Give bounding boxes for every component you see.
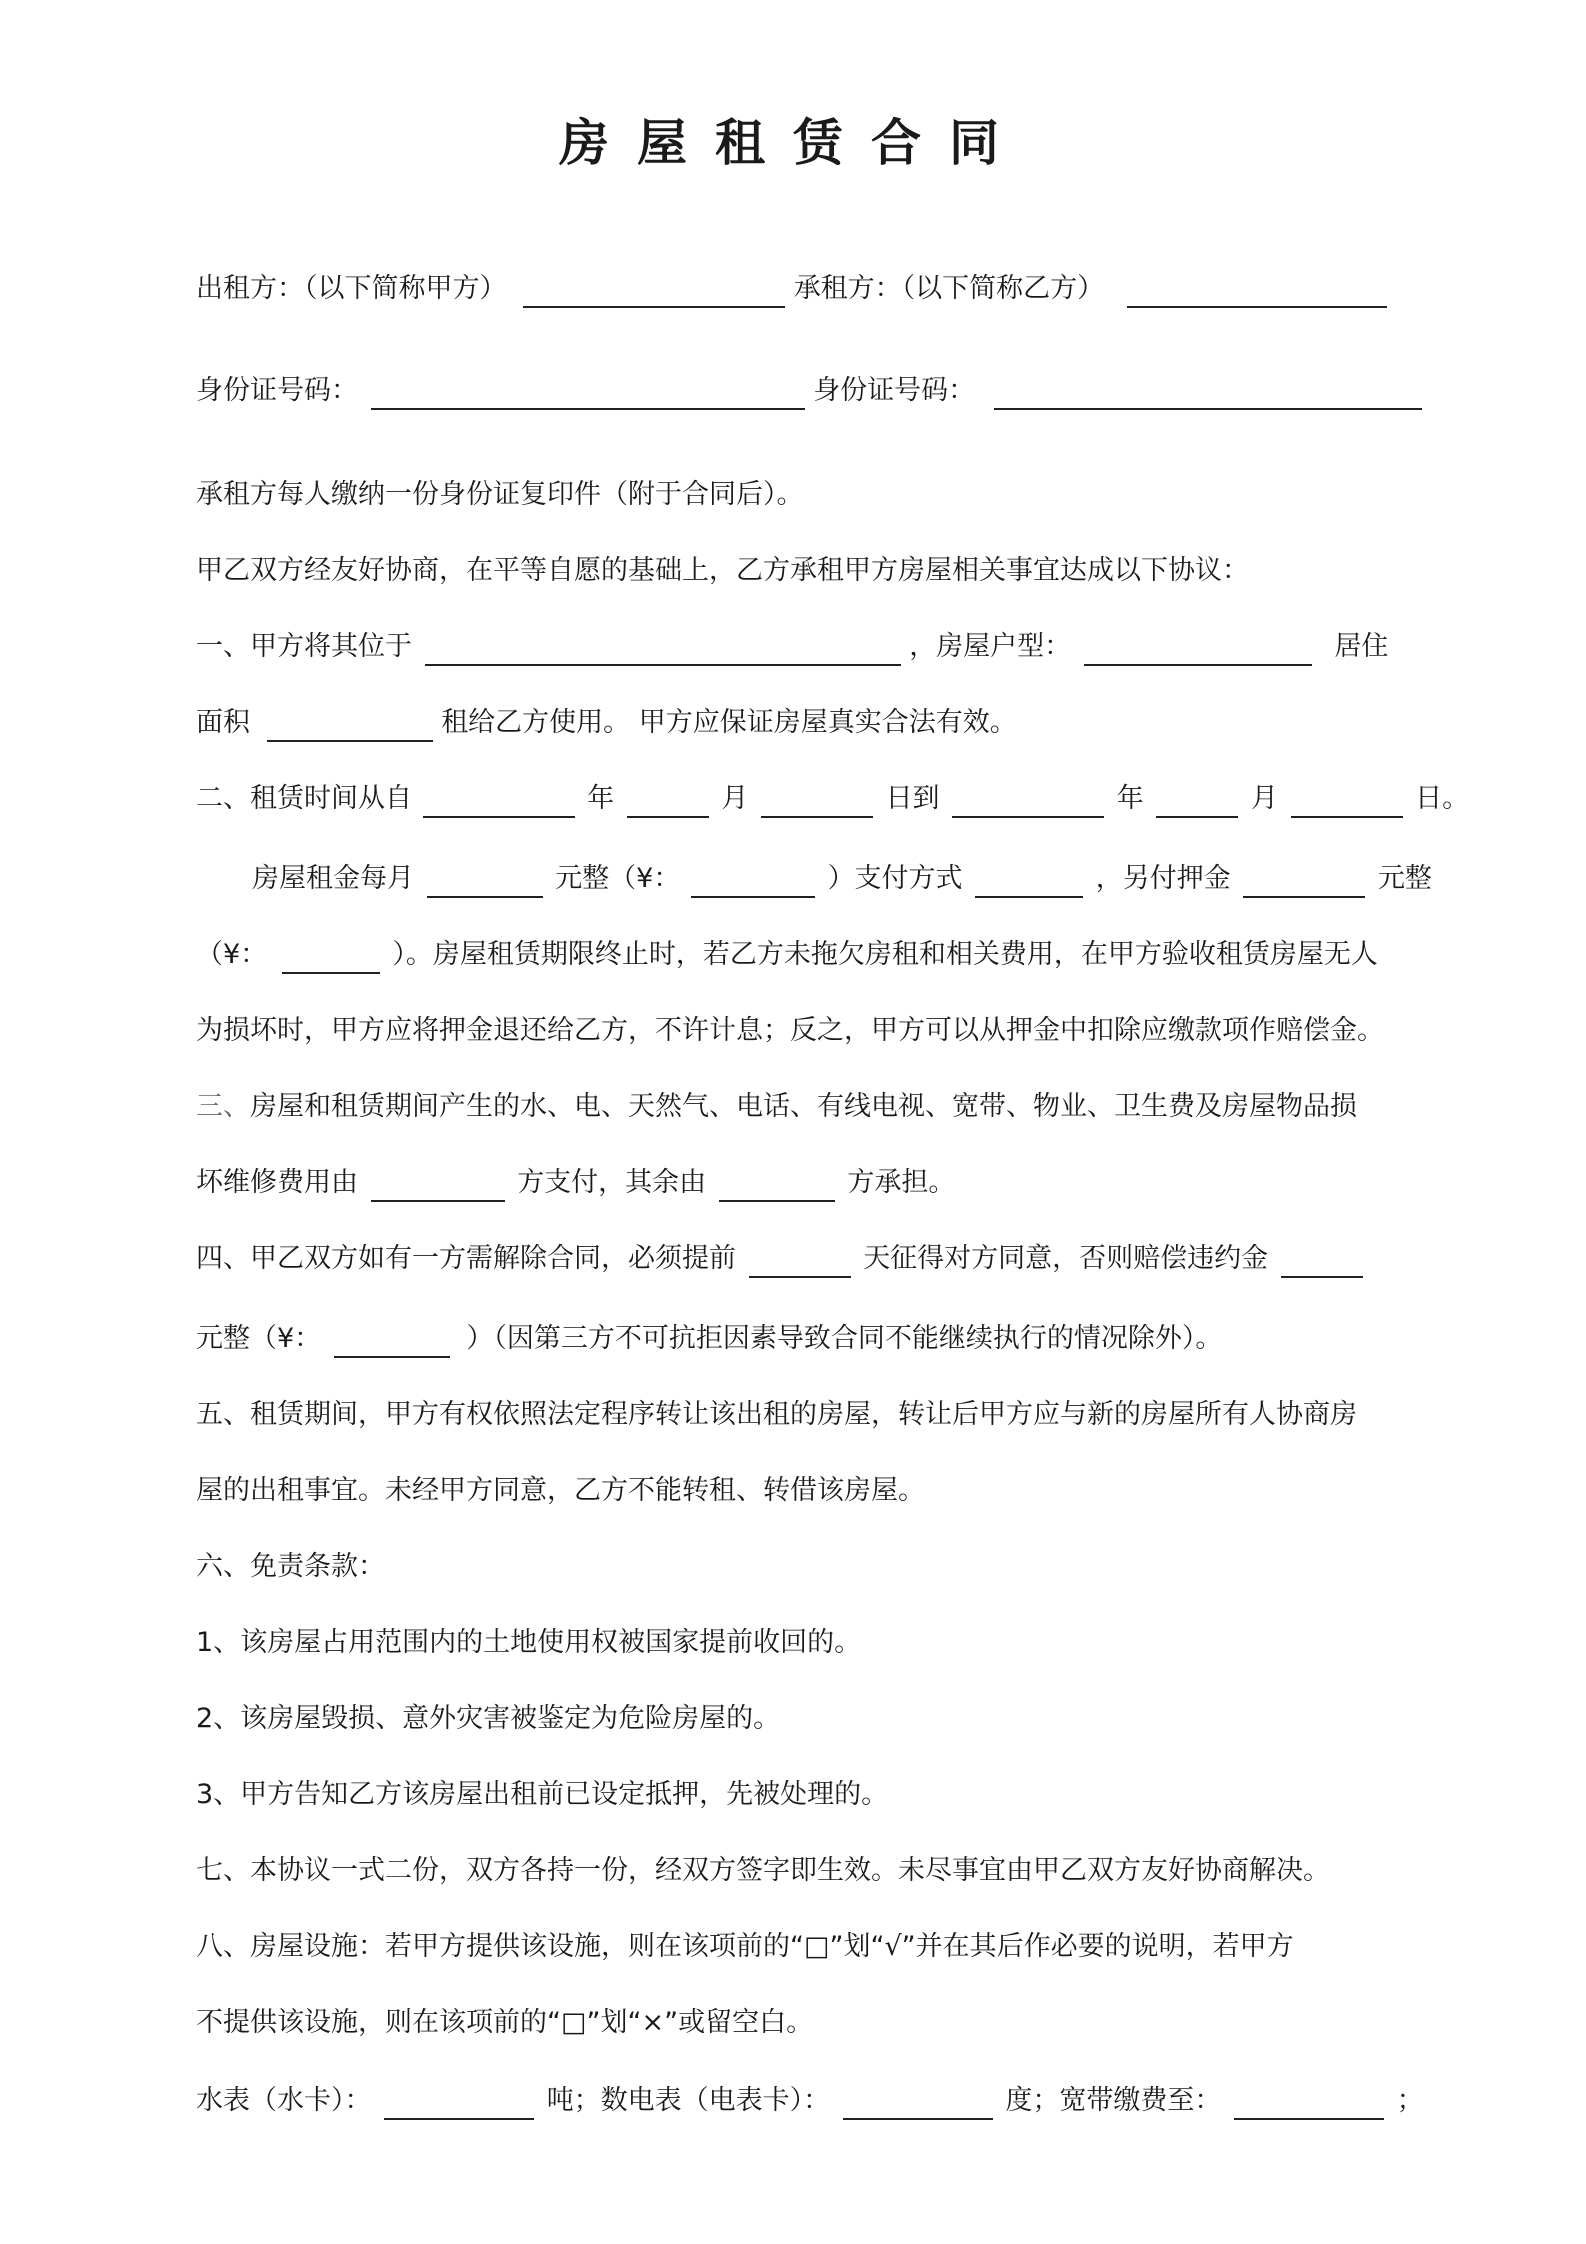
deposit-label: ，另付押金: [1095, 863, 1231, 894]
rent-amount-field[interactable]: [691, 856, 815, 898]
start-year-field[interactable]: [423, 776, 575, 818]
payment-method-field[interactable]: [975, 856, 1083, 898]
penalty-amount-field[interactable]: [334, 1316, 450, 1358]
exemption-3: 3、甲方告知乙方该房屋出租前已设定抵押，先被处理的。: [196, 1779, 889, 1810]
year-label: 年: [587, 783, 615, 814]
residential-label: 居住: [1334, 631, 1389, 662]
month-label: 月: [721, 783, 749, 814]
electric-meter-label: 吨；数电表（电表卡）：: [546, 2085, 831, 2116]
section-2-line: [196, 776, 1470, 822]
section-8-line-1: 八、房屋设施：若甲方提供该设施，则在该项前的“□”划“√”并在其后作必要的说明，若甲方: [196, 1931, 1294, 1962]
section-1-line-1: [196, 624, 1400, 670]
exemption-1: 1、该房屋占用范围内的土地使用权被国家提前收回的。: [196, 1627, 862, 1658]
lessee-id-field[interactable]: [994, 368, 1422, 410]
water-meter-label: 水表（水卡）：: [196, 2085, 372, 2116]
document-title: 房屋租赁合同: [559, 114, 1027, 172]
section-5-line-2: 屋的出租事宜。未经甲方同意，乙方不能转租、转借该房屋。: [196, 1475, 925, 1506]
area-label: 面积: [196, 707, 250, 738]
section-4-line-2: [196, 1316, 1400, 1362]
end-year-field[interactable]: [952, 776, 1104, 818]
section-3-text: 房屋和租赁期间产生的水、电、天然气、电话、有线电视、宽带、物业、卫生费及房屋物品损: [250, 1091, 1357, 1122]
bear-label: 方承担。: [847, 1167, 956, 1198]
termination-notice-label: 四、甲乙双方如有一方需解除合同，必须提前: [196, 1243, 736, 1274]
force-majeure-text: ）（因第三方不可抗拒因素导致合同不能继续执行的情况除外）。: [466, 1323, 1223, 1354]
rent-amount-label: 元整（¥：: [555, 863, 681, 894]
lessee-label: 承租方：（以下简称乙方）: [793, 273, 1105, 304]
section-4-line-1: [196, 1236, 1400, 1282]
section-3-line-2: [196, 1160, 1400, 1206]
penalty-label: 天征得对方同意，否则赔偿违约金: [863, 1243, 1269, 1274]
section-5-line-1: 五、租赁期间，甲方有权依照法定程序转让该出租的房屋，转让后甲方应与新的房屋所有人协商房: [196, 1399, 1357, 1430]
parties-row: [196, 266, 1400, 312]
penalty-amount-label: 元整（¥：: [196, 1323, 322, 1354]
rent-terms-text: ）。房屋租赁期限终止时，若乙方未拖欠房租和相关费用，在甲方验收租赁房屋无人: [392, 939, 1378, 970]
facilities-line: [196, 2078, 1424, 2124]
lessor-id-field[interactable]: [371, 368, 805, 410]
semicolon: ；: [1396, 2085, 1424, 2116]
start-month-field[interactable]: [627, 776, 709, 818]
section-1-tail: 租给乙方使用。 甲方应保证房屋真实合法有效。: [441, 707, 1017, 738]
rent-line-3: 为损坏时，甲方应将押金退还给乙方，不许计息；反之，甲方可以从押金中扣除应缴款项作赔偿金。: [196, 1015, 1384, 1046]
payment-method-label: ）支付方式: [827, 863, 963, 894]
section-1-text: 一、甲方将其位于: [196, 631, 412, 662]
rent-line-1: [196, 856, 1432, 902]
rent-line-2: [196, 932, 1400, 978]
notice-days-field[interactable]: [749, 1236, 851, 1278]
electric-meter-field[interactable]: [843, 2078, 993, 2120]
yuan-label: 元整: [1377, 863, 1432, 894]
id-row: [196, 368, 1400, 414]
property-address-field[interactable]: [425, 624, 901, 666]
end-day-field[interactable]: [1291, 776, 1403, 818]
deposit-amount-label: （¥：: [196, 939, 268, 970]
area-field[interactable]: [267, 700, 433, 742]
repair-party-field[interactable]: [371, 1160, 505, 1202]
day-label: 日。: [1415, 783, 1470, 814]
id-copy-note: 承租方每人缴纳一份身份证复印件（附于合同后）。: [196, 479, 804, 510]
start-day-field[interactable]: [761, 776, 873, 818]
house-type-label: ，房屋户型：: [909, 631, 1072, 662]
penalty-field[interactable]: [1281, 1236, 1363, 1278]
section-1-line-2: [196, 700, 1400, 746]
other-party-field[interactable]: [719, 1160, 835, 1202]
deposit-field[interactable]: [1243, 856, 1365, 898]
year-label: 年: [1116, 783, 1144, 814]
house-type-field[interactable]: [1084, 624, 1312, 666]
lessee-name-field[interactable]: [1127, 266, 1387, 308]
section-8-line-2: 不提供该设施，则在该项前的“□”划“×”或留空白。: [196, 2007, 814, 2038]
other-cost-label: 方支付，其余由: [517, 1167, 707, 1198]
lease-period-label: 二、租赁时间从自: [196, 783, 412, 814]
broadband-label: 度；宽带缴费至：: [1005, 2085, 1222, 2116]
day-to-label: 日到: [885, 783, 940, 814]
deposit-amount-field[interactable]: [282, 932, 380, 974]
monthly-rent-field[interactable]: [427, 856, 543, 898]
lessor-name-field[interactable]: [523, 266, 785, 308]
monthly-rent-label: 房屋租金每月: [252, 863, 414, 894]
agreement-intro: 甲乙双方经友好协商，在平等自愿的基础上，乙方承租甲方房屋相关事宜达成以下协议：: [196, 555, 1249, 586]
lessee-id-label: 身份证号码：: [813, 375, 976, 406]
section-3-line-1: [196, 1084, 1400, 1130]
repair-cost-label: 坏维修费用由: [196, 1167, 358, 1198]
lessor-label: 出租方：（以下简称甲方）: [196, 273, 507, 304]
exemption-2: 2、该房屋毁损、意外灾害被鉴定为危险房屋的。: [196, 1703, 781, 1734]
section-6-heading: 六、免责条款：: [196, 1551, 385, 1582]
end-month-field[interactable]: [1156, 776, 1238, 818]
month-label: 月: [1250, 783, 1278, 814]
section-7: 七、本协议一式二份，双方各持一份，经双方签字即生效。未尽事宜由甲乙双方友好协商解决。: [196, 1855, 1330, 1886]
lessor-id-label: 身份证号码：: [196, 375, 358, 406]
section-3-number: 三、: [196, 1091, 250, 1122]
broadband-field[interactable]: [1234, 2078, 1384, 2120]
water-meter-field[interactable]: [384, 2078, 534, 2120]
